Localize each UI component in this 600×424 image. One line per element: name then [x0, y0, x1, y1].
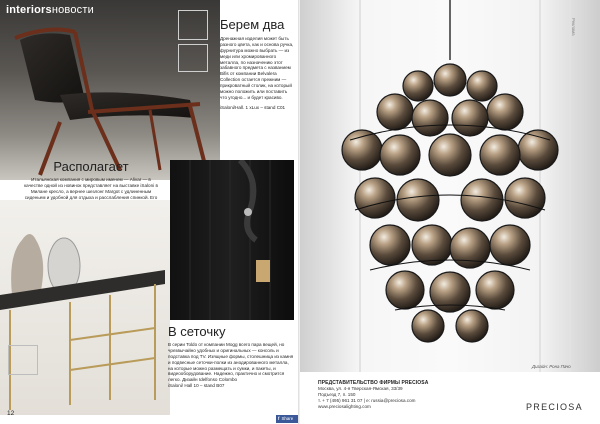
chandelier-illustration: [300, 0, 600, 372]
rep-website-link[interactable]: www.preciosalighting.com: [318, 403, 371, 409]
page-number: 12: [7, 410, 15, 417]
black-panel-photo: [170, 160, 294, 320]
photo-caption: Дизайн: Рона Пачо: [532, 364, 571, 369]
page-header: [6, 4, 94, 16]
article-stand: iSaloni/Hall. 1 xLux – stand C01: [220, 105, 286, 111]
article-body: Итальянская компания с мировым именем — Alivar — в качестве одной из новинок представляет на выставке iSaloni в Милане кресло, а вернее шезлонг Margot с удлиненным сиденьем и удобной для отдыха и расслабления спинкой. Его: [24, 176, 158, 200]
ad-label: Реклама: [571, 18, 576, 36]
share-label: Share: [281, 416, 294, 421]
article-body: Дренажная изделия может быть разного цвета, как и основа ручка, фурнитура можно выбрать — из меди или хромированного металла, по назначению этот забавного предмета с названием Bifis от компании Belvalera Collection остается прежним — прикроватный столик, на который можно положить или поставить что угодно... и будет красиво.: [220, 35, 294, 101]
rep-contacts: т. + 7 (495) 961 31 07 | e: russia@preciosa.com: [318, 397, 416, 403]
article-title: В сеточку: [168, 324, 226, 339]
article-setochka: [168, 325, 294, 389]
article-title: Берем два: [220, 17, 285, 32]
article-body: В серии Toldo от компании Mogg всего пара вещей, но чрезвычайно удобных и оригинальных — консоль и подставка под TV. Изящные формы, столешница из камня и подвесные сеточки-полки из анодированного металла, на которые можно размещать и сумки, и пакеты, и видеооборудование. Надежно, практично и смотрится легко. Дизайн Idelfonso Colombo: [168, 341, 294, 383]
right-page-ad: [300, 0, 600, 424]
article-berem: [220, 18, 294, 111]
article-title: Располагает: [53, 159, 129, 174]
chandelier-photo: [300, 0, 600, 372]
console-illustration: [0, 200, 170, 415]
console-photo: [0, 200, 170, 415]
rep-entrance: Подъезд 7, п. 150: [318, 391, 356, 397]
rep-address: Москва, ул. 4-я Тверская-Ямская, 33/39: [318, 386, 403, 391]
panel-illustration: [170, 160, 294, 320]
facebook-icon: f: [278, 416, 280, 421]
share-button[interactable]: [276, 415, 298, 423]
article-stand: iSaloni/ Hall 10 – stand B07: [168, 383, 225, 389]
representative-block: [318, 380, 488, 410]
left-page: [0, 0, 299, 424]
section-label: новости: [51, 4, 94, 16]
decor-square: [8, 345, 38, 375]
magazine-brand: interiors: [6, 4, 52, 16]
preciosa-logo: PRECIOSA: [526, 402, 583, 412]
decor-square: [178, 44, 208, 72]
rep-title: ПРЕДСТАВИТЕЛЬСТВО ФИРМЫ PRECIOSA: [318, 380, 429, 386]
decor-square: [178, 10, 208, 40]
